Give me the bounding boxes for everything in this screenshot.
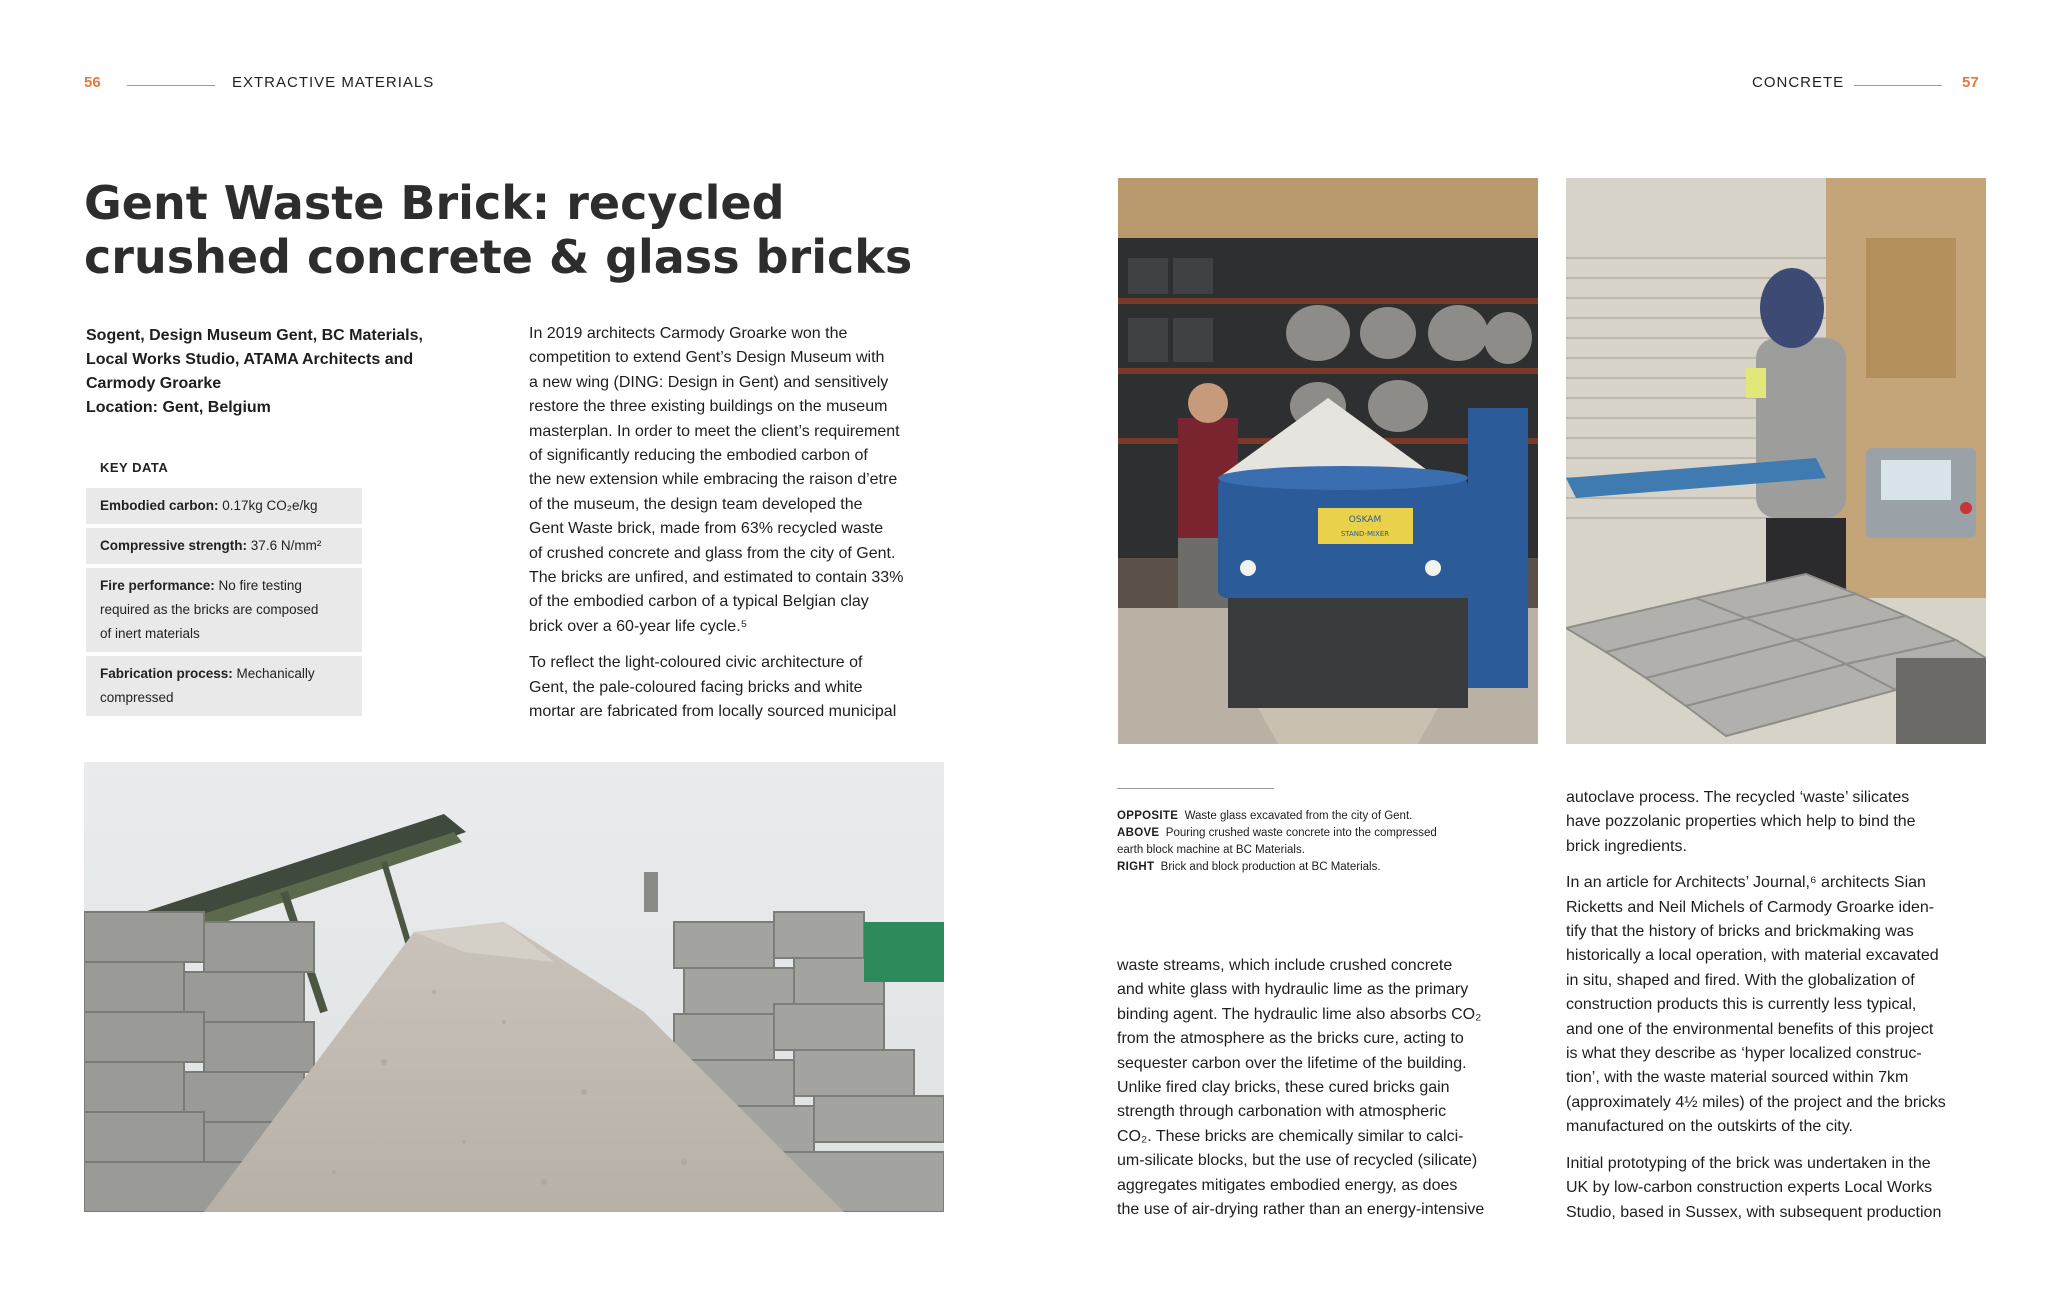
photo-captions — [1117, 808, 1537, 876]
text-line: manufactured on the outskirts of the city. — [1566, 1118, 1853, 1136]
body-paragraph — [529, 651, 949, 724]
photo-brick-production — [1566, 178, 1986, 744]
text-line: of the museum, the design team developed the — [529, 495, 863, 513]
text-line: um-silicate blocks, but the use of recycled (silicate) — [1117, 1152, 1478, 1170]
text-line: autoclave process. The recycled ‘waste’ silicates — [1566, 789, 1910, 806]
text-line: of significantly reducing the embodied carbon of — [529, 447, 868, 465]
key-data-label: Compressive strength: — [100, 538, 248, 553]
text-line: strength through carbonation with atmospheric — [1117, 1103, 1447, 1121]
text-line: competition to extend Gent’s Design Museum with — [529, 349, 885, 367]
text-line: (approximately 4½ miles) of the project and the bricks — [1566, 1093, 1946, 1111]
text-line: is what they describe as ‘hyper localized construc- — [1566, 1045, 1922, 1063]
text-line: Gent, the pale-coloured facing bricks and white — [529, 678, 863, 696]
caption-right — [1117, 859, 1537, 876]
title-line: Gent Waste Brick: recycled — [84, 176, 785, 230]
photo-concrete-mixer — [1118, 178, 1538, 744]
right-running-header: CONCRETE — [1752, 74, 1845, 91]
header-rule-right — [1854, 85, 1942, 86]
caption-tag: ABOVE — [1117, 827, 1160, 839]
title-line: crushed concrete & glass bricks — [84, 230, 913, 284]
body-paragraph — [1566, 786, 1991, 859]
body-column-4 — [1566, 786, 1991, 1225]
key-data-row-embodied-carbon — [86, 488, 362, 524]
key-data-table — [86, 488, 362, 720]
key-data-row-fire-performance — [86, 568, 362, 652]
text-line: brick ingredients. — [1566, 837, 1687, 855]
body-column-1 — [529, 322, 949, 725]
header-rule-left — [127, 85, 215, 86]
key-data-value: No fire testing — [214, 578, 302, 593]
text-line: the use of air-drying rather than an energy-intensive — [1117, 1201, 1485, 1219]
text-line: In 2019 architects Carmody Groarke won the — [529, 325, 848, 342]
text-line: Unlike fired clay bricks, these cured bricks gain — [1117, 1079, 1450, 1097]
body-paragraph — [529, 322, 949, 639]
photo-waste-glass-pile — [84, 762, 944, 1212]
key-data-label: Fabrication process: — [100, 666, 233, 681]
project-credits — [86, 324, 476, 420]
key-data-value: 0.17kg CO₂e/kg — [218, 498, 318, 513]
brick-production-illustration — [1566, 178, 1986, 744]
text-line: Gent Waste brick, made from 63% recycled waste — [529, 520, 884, 538]
key-data-value: required as the bricks are composed — [100, 602, 319, 617]
caption-text: Brick and block production at BC Materials. — [1160, 861, 1381, 873]
text-line: UK by low-carbon construction experts Local Works — [1566, 1179, 1933, 1197]
caption-tag: RIGHT — [1117, 861, 1155, 873]
text-line: have pozzolanic properties which help to bind the — [1566, 813, 1916, 831]
mixer-sign — [1318, 508, 1413, 544]
credits-line: Sogent, Design Museum Gent, BC Materials, — [86, 327, 423, 344]
text-line: Initial prototyping of the brick was undertaken in the — [1566, 1154, 1931, 1172]
caption-rule — [1117, 788, 1274, 789]
text-line: In an article for Architects’ Journal,⁶ architects Sian — [1566, 874, 1926, 892]
text-line: The bricks are unfired, and estimated to contain 33% — [529, 569, 904, 587]
text-line: construction products this is currently less typical, — [1566, 996, 1917, 1014]
text-line: binding agent. The hydraulic lime also absorbs CO₂ — [1117, 1005, 1482, 1023]
right-page-number: 57 — [1962, 74, 1979, 91]
text-line: Studio, based in Sussex, with subsequent production — [1566, 1203, 1942, 1221]
key-data-heading: KEY DATA — [100, 460, 169, 475]
caption-opposite — [1117, 808, 1537, 825]
text-line: from the atmosphere as the bricks cure, acting to — [1117, 1030, 1464, 1048]
text-line: historically a local operation, with material excavated — [1566, 947, 1939, 965]
article-title — [84, 176, 913, 284]
text-line: of the embodied carbon of a typical Belgian clay — [529, 593, 869, 611]
caption-above — [1117, 825, 1537, 842]
key-data-label: Fire performance: — [100, 578, 215, 593]
caption-text: Pouring crushed waste concrete into the compressed — [1165, 827, 1437, 839]
key-data-value: 37.6 N/mm² — [247, 538, 322, 553]
key-data-row-fabrication-process — [86, 656, 362, 716]
left-running-header: EXTRACTIVE MATERIALS — [232, 74, 435, 91]
text-line: tify that the history of bricks and brickmaking was — [1566, 923, 1914, 941]
text-line: and one of the environmental benefits of this project — [1566, 1020, 1934, 1038]
body-column-3 — [1117, 954, 1542, 1222]
text-line: brick over a 60-year life cycle.⁵ — [529, 617, 748, 635]
credits-line: Local Works Studio, ATAMA Architects and — [86, 351, 414, 368]
text-line: mortar are fabricated from locally sourced municipal — [529, 703, 897, 721]
waste-glass-pile-illustration — [84, 762, 944, 1212]
credits-line: Carmody Groarke — [86, 375, 222, 392]
text-line: Ricketts and Neil Michels of Carmody Groarke iden- — [1566, 898, 1935, 916]
mixer-sign-text: OSKAM — [1348, 515, 1382, 525]
text-line: of crushed concrete and glass from the city of Gent. — [529, 544, 896, 562]
text-line: masterplan. In order to meet the client’s requirement — [529, 422, 900, 440]
key-data-value: of inert materials — [100, 626, 200, 641]
caption-tag: OPPOSITE — [1117, 810, 1179, 822]
text-line: waste streams, which include crushed concrete — [1117, 957, 1453, 974]
left-page-number: 56 — [84, 74, 101, 91]
body-paragraph — [1566, 871, 1991, 1139]
text-line: restore the three existing buildings on the museum — [529, 398, 888, 416]
text-line: CO₂. These bricks are chemically similar to calci- — [1117, 1127, 1464, 1145]
text-line: and white glass with hydraulic lime as the primary — [1117, 981, 1469, 999]
text-line: in situ, shaped and fired. With the globalization of — [1566, 971, 1915, 989]
key-data-value: Mechanically — [232, 666, 315, 681]
caption-text: Waste glass excavated from the city of Gent. — [1184, 810, 1413, 822]
text-line: a new wing (DING: Design in Gent) and sensitively — [529, 373, 889, 391]
text-line: the new extension while embracing the raison d’etre — [529, 471, 898, 489]
mixer-sign-text-2: STAND-MIXER — [1340, 530, 1390, 538]
text-line: sequester carbon over the lifetime of the building. — [1117, 1054, 1467, 1072]
key-data-label: Embodied carbon: — [100, 498, 219, 513]
body-paragraph — [1566, 1152, 1991, 1225]
key-data-value: compressed — [100, 690, 174, 705]
caption-text: earth block machine at BC Materials. — [1117, 844, 1305, 856]
text-line: To reflect the light-coloured civic architecture of — [529, 654, 863, 672]
concrete-mixer-illustration — [1118, 178, 1538, 744]
text-line: tion’, with the waste material sourced within 7km — [1566, 1069, 1909, 1087]
key-data-row-compressive-strength — [86, 528, 362, 564]
text-line: aggregates mitigates embodied energy, as does — [1117, 1176, 1458, 1194]
credits-line: Location: Gent, Belgium — [86, 399, 271, 416]
